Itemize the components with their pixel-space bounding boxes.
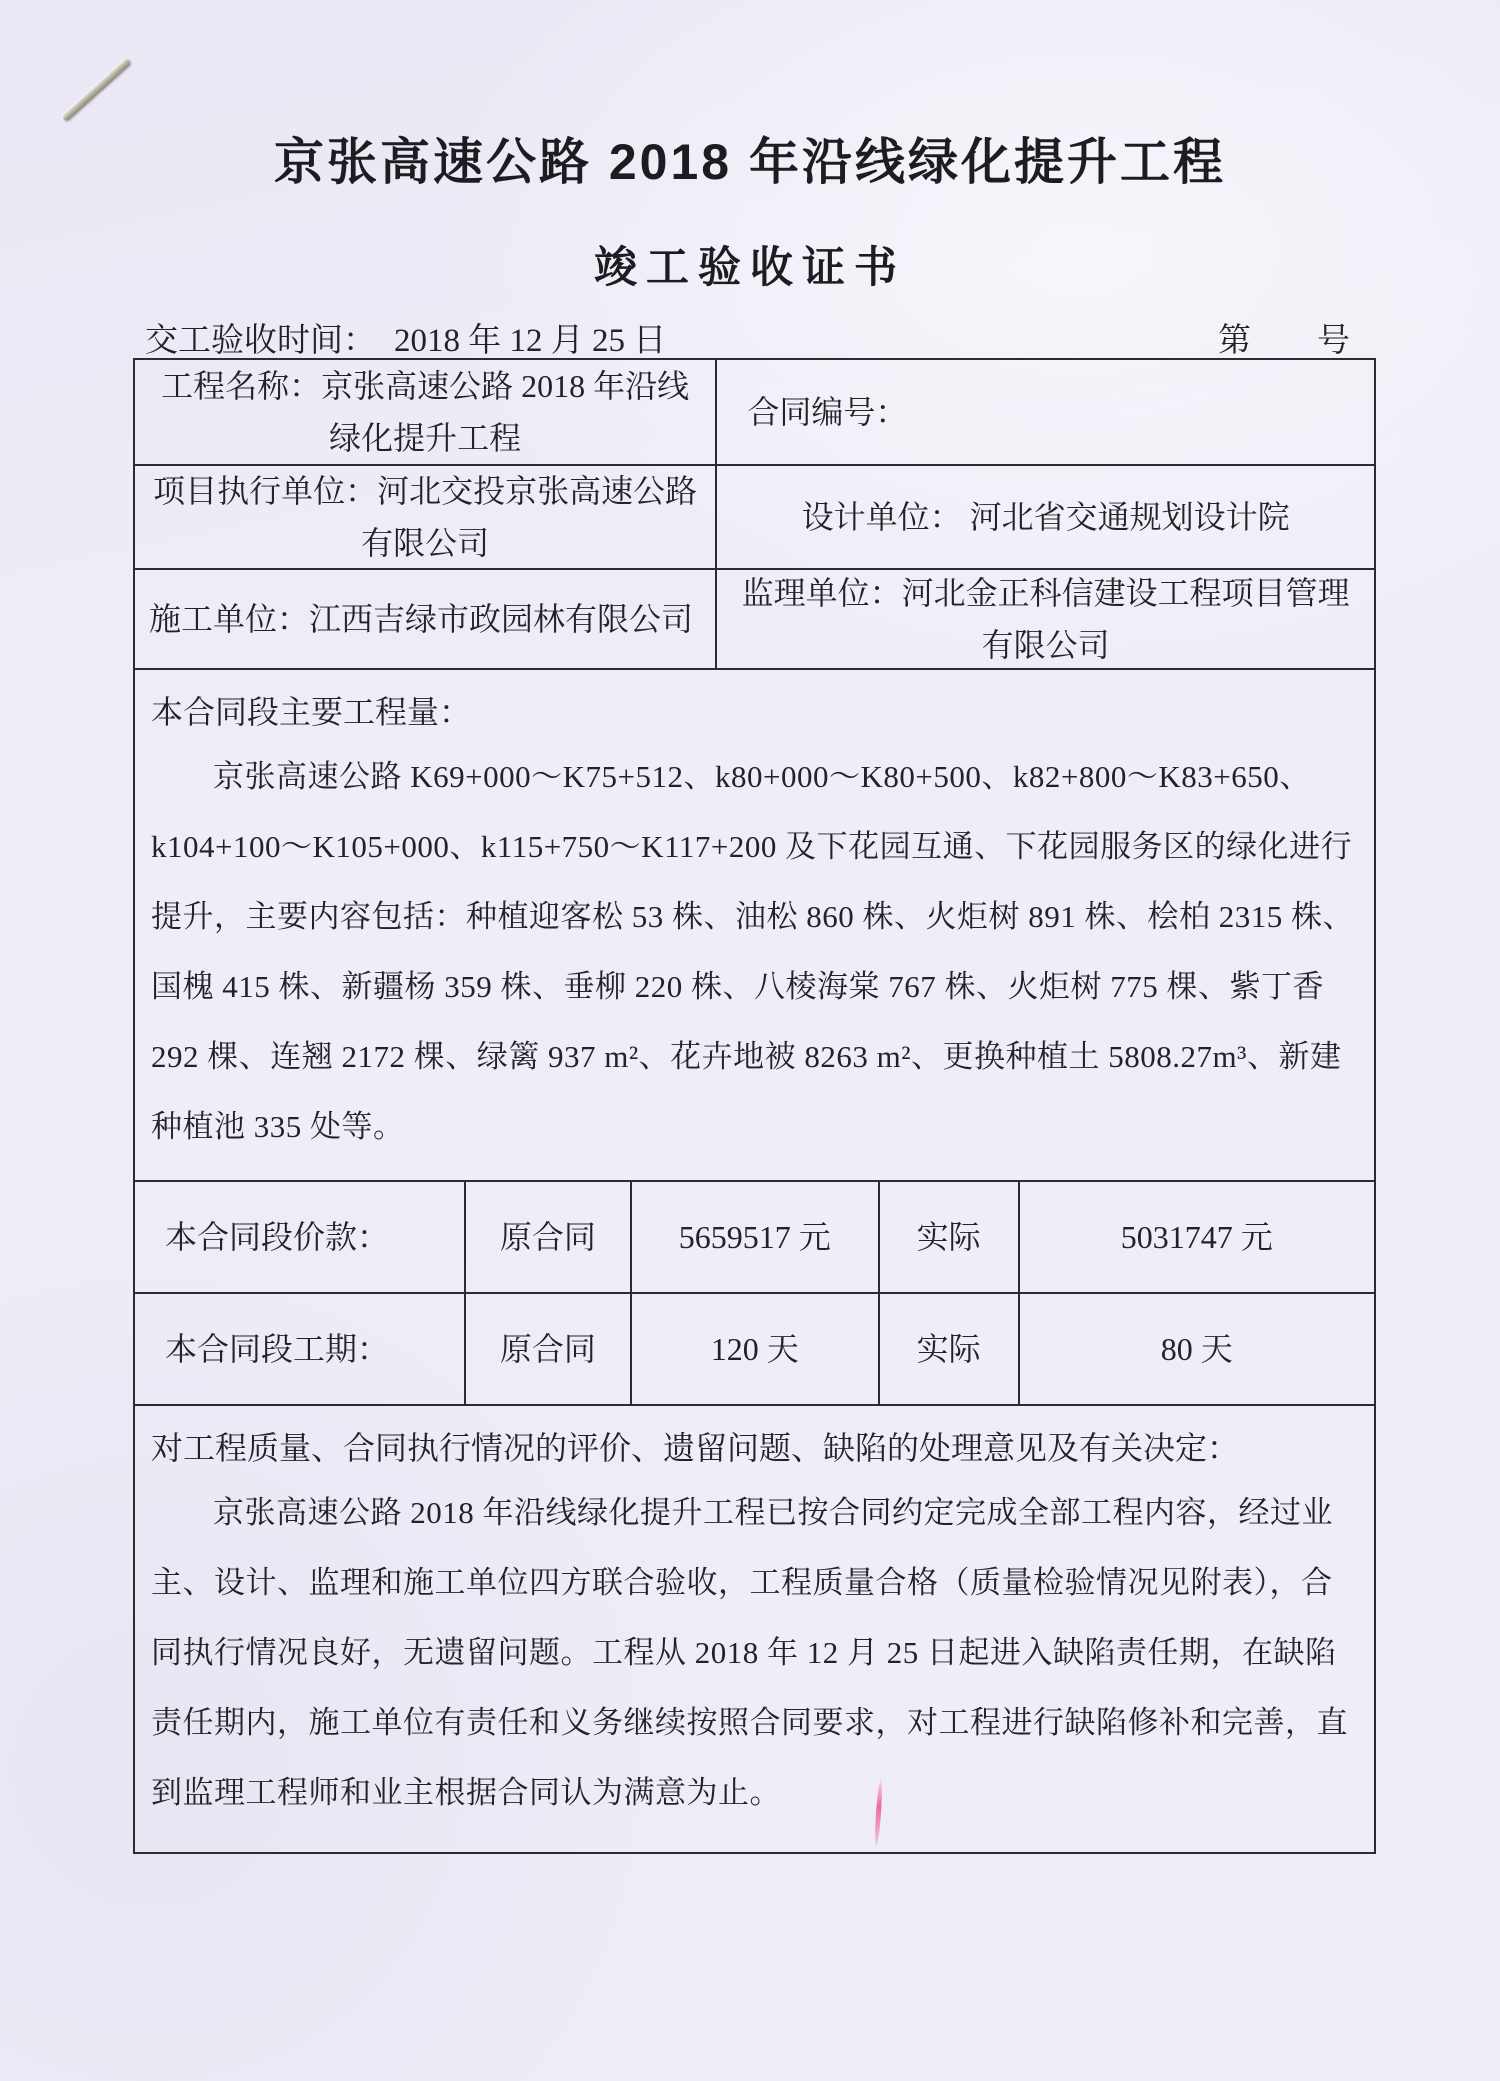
price-original-label: 原合同 (499, 1219, 596, 1255)
document-subtitle: 竣工验收证书 (594, 244, 906, 292)
project-name-text: 工程名称：京张高速公路 2018 年沿线绿化提升工程 (161, 368, 690, 456)
meta-row (145, 314, 1350, 361)
staple-mark (62, 58, 132, 122)
design-unit-cell (717, 466, 1374, 568)
duration-actual-value-cell (1020, 1294, 1374, 1404)
quantities-paragraph: 京张高速公路 K69+000～K75+512、k80+000～K80+500、k82+800～K83+650、k104+100～K105+000、k115+750～K117+200 及下花园互通、下花园服务区的绿化进行提升，主要内容包括：种植迎客松 53 株、油松 860 株、火炬树 891 株、桧柏 2315 株、国槐 415 株、新疆杨 359 株、垂柳 220 株、八棱海棠 767 株、火炬树 775 棵、紫丁香 292 棵、连翘 2172 棵、绿篱 937 m²、花卉地被 8263 m²、更换种植土 5808.27m³、新建种植池 335 处等。 (151, 759, 1354, 1144)
duration-original-value: 120 天 (710, 1331, 799, 1367)
table-row-quantities (135, 668, 1374, 1180)
duration-label: 本合同段工期： (165, 1331, 390, 1367)
duration-actual-label-cell (880, 1294, 1020, 1404)
supervision-unit-cell (717, 570, 1374, 668)
construction-unit-text: 施工单位：江西吉绿市政园林有限公司 (149, 601, 694, 637)
duration-original-label: 原合同 (499, 1331, 596, 1367)
quantities-heading: 本合同段主要工程量： (151, 694, 472, 730)
construction-unit-cell (135, 570, 717, 668)
document-title: 京张高速公路 2018 年沿线绿化提升工程 (273, 134, 1226, 190)
price-actual-value: 5031747 元 (1120, 1219, 1273, 1255)
quantities-cell (135, 670, 1374, 1180)
price-actual-label-cell (880, 1182, 1020, 1292)
design-unit-text: 设计单位： 河北省交通规划设计院 (801, 499, 1290, 535)
handover-date-value: 2018 年 12 月 25 日 (394, 323, 667, 359)
evaluation-paragraph: 京张高速公路 2018 年沿线绿化提升工程已按合同约定完成全部工程内容，经过业主、设计、监理和施工单位四方联合验收，工程质量合格（质量检验情况见附表），合同执行情况良好，无遗留问题。工程从 2018 年 12 月 25 日起进入缺陷责任期，在缺陷责任期内，施工单位有责任和义务继续按照合同要求，对工程进行缺陷修补和完善，直到监理工程师和业主根据合同认为满意为止。 (151, 1495, 1348, 1810)
supervision-unit-text: 监理单位：河北金正科信建设工程项目管理有限公司 (741, 575, 1350, 663)
table-row-price (135, 1180, 1374, 1292)
serial-suffix: 号 (1317, 323, 1350, 359)
duration-original-value-cell (632, 1294, 880, 1404)
duration-actual-value: 80 天 (1160, 1331, 1233, 1367)
serial-number-line (1218, 314, 1350, 361)
duration-label-cell (135, 1294, 466, 1404)
price-label: 本合同段价款： (165, 1219, 390, 1255)
table-row-duration (135, 1292, 1374, 1404)
table-row-project (135, 360, 1374, 464)
executing-unit-text: 项目执行单位：河北交投京张高速公路有限公司 (153, 473, 698, 561)
handover-date-line (145, 314, 666, 361)
price-actual-value-cell (1020, 1182, 1374, 1292)
contract-no-cell (717, 360, 1374, 464)
table-row-units-1 (135, 464, 1374, 568)
certificate-table (133, 358, 1376, 1854)
table-row-evaluation (135, 1404, 1374, 1852)
contract-no-text: 合同编号： (747, 394, 908, 430)
duration-original-label-cell (466, 1294, 632, 1404)
price-actual-label: 实际 (916, 1219, 981, 1255)
handover-date-label: 交工验收时间： (145, 323, 376, 359)
serial-prefix: 第 (1218, 323, 1251, 359)
price-original-value: 5659517 元 (678, 1219, 831, 1255)
evaluation-heading: 对工程质量、合同执行情况的评价、遗留问题、缺陷的处理意见及有关决定： (151, 1430, 1240, 1466)
price-original-value-cell (632, 1182, 880, 1292)
price-label-cell (135, 1182, 466, 1292)
price-original-label-cell (466, 1182, 632, 1292)
duration-actual-label: 实际 (916, 1331, 981, 1367)
evaluation-cell (135, 1406, 1374, 1852)
executing-unit-cell (135, 466, 717, 568)
table-row-units-2 (135, 568, 1374, 668)
project-name-cell (135, 360, 717, 464)
